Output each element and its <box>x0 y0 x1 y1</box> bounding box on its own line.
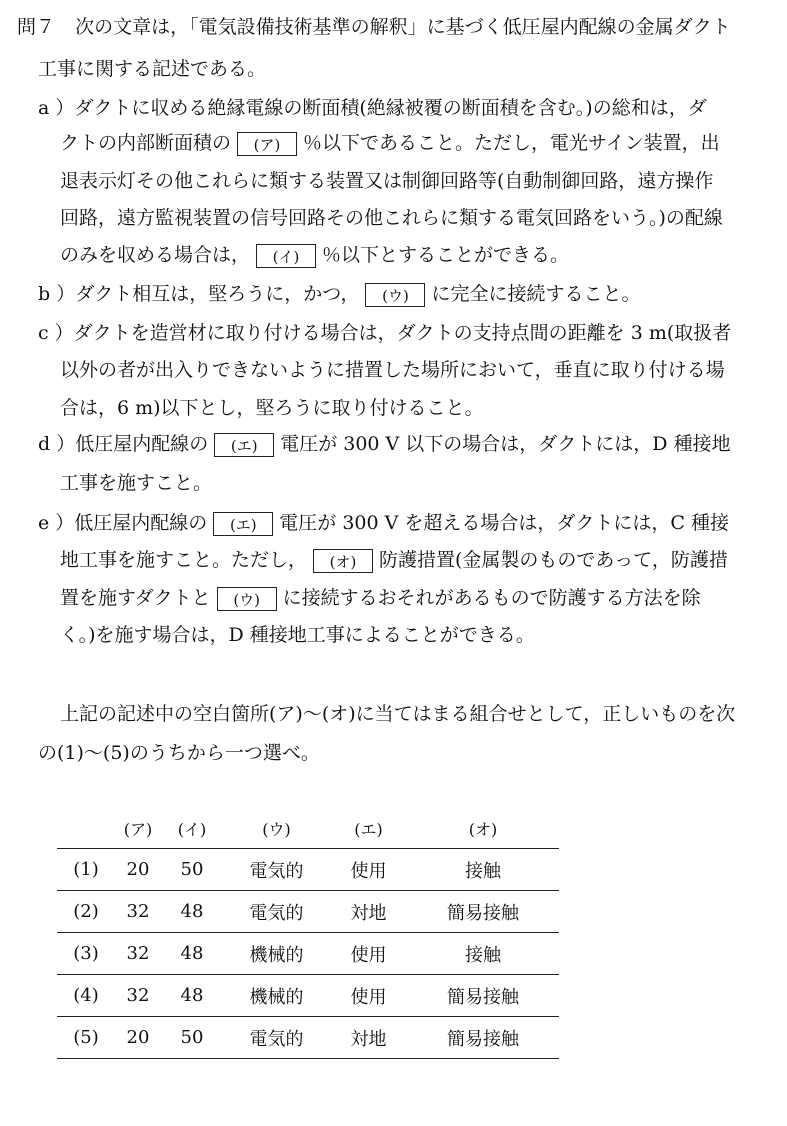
item-e-text: 置を施すダクトと <box>60 587 211 609</box>
item-e-text: に接続するおそれがあるもので防護する方法を除 <box>282 587 701 609</box>
instruction-line-1: 上記の記述中の空白箇所(ア)～(オ)に当てはまる組合せとして，正しいものを次 <box>60 703 736 725</box>
item-e-line-3 <box>60 585 701 611</box>
table-cell: 接触 <box>407 849 559 891</box>
table-cell: 機械的 <box>223 975 330 1017</box>
item-e-text: e ）低圧屋内配線の <box>38 512 208 534</box>
choice-number: (2) <box>57 891 115 933</box>
answer-table <box>57 808 559 1059</box>
table-header: (ア) <box>123 819 153 839</box>
instruction-line-2: の(1)～(5)のうちから一つ選べ。 <box>38 742 320 764</box>
item-e-text: 地工事を施すこと。ただし， <box>60 549 308 571</box>
table-header: (ウ) <box>262 819 291 839</box>
item-b-text: に完全に接続すること。 <box>431 283 641 305</box>
table-cell: 電気的 <box>223 849 330 891</box>
item-a-text: クトの内部断面積の <box>60 132 232 154</box>
table-cell: 簡易接触 <box>407 1017 559 1059</box>
table-cell: 32 <box>115 933 161 975</box>
item-a-line-2 <box>60 130 720 156</box>
table-cell: 対地 <box>330 1017 407 1059</box>
choice-number: (3) <box>57 933 115 975</box>
table-cell: 48 <box>161 933 223 975</box>
table-cell: 簡易接触 <box>407 975 559 1017</box>
question-title-line-1 <box>17 14 731 40</box>
table-cell: 簡易接触 <box>407 891 559 933</box>
table-cell: 対地 <box>330 891 407 933</box>
table-cell: 使用 <box>330 933 407 975</box>
table-row[interactable] <box>57 891 559 933</box>
item-b-text: b ）ダクト相互は，堅ろうに，かつ， <box>38 283 360 305</box>
item-c-line-3: 合は，6 m)以下とし，堅ろうに取り付けること。 <box>60 397 484 419</box>
item-c-line-1: c ）ダクトを造営材に取り付ける場合は，ダクトの支持点間の距離を 3 m(取扱者 <box>38 322 732 344</box>
table-cell: 48 <box>161 891 223 933</box>
item-a-line-1: a ）ダクトに収める絶縁電線の断面積(絶縁被覆の断面積を含む。)の総和は，ダ <box>38 97 707 119</box>
item-a-text: ％以下であること。ただし，電光サイン装置，出 <box>303 132 720 154</box>
item-e-text: 電圧が 300 V を超える場合は，ダクトには，C 種接 <box>279 512 729 534</box>
item-e-line-1 <box>38 510 729 536</box>
question-title: 次の文章は，「電気設備技術基準の解釈」に基づく低圧屋内配線の金属ダクト <box>75 16 731 38</box>
choice-number: (5) <box>57 1017 115 1059</box>
item-a-line-5 <box>60 242 569 268</box>
table-cell: 使用 <box>330 975 407 1017</box>
item-e-line-4: く。)を施す場合は，D 種接地工事によることができる。 <box>60 624 535 646</box>
table-cell: 機械的 <box>223 933 330 975</box>
blank-e-box: (エ) <box>213 512 273 536</box>
table-header: (イ) <box>177 819 207 839</box>
item-a-text: のみを収める場合は， <box>60 244 251 266</box>
table-cell: 電気的 <box>223 1017 330 1059</box>
table-header-row <box>57 808 559 849</box>
item-d-text: 電圧が 300 V 以下の場合は，ダクトには，D 種接地 <box>280 433 731 455</box>
table-row[interactable] <box>57 933 559 975</box>
item-e-text: 防護措置(金属製のものであって，防護措 <box>379 549 728 571</box>
table-cell: 32 <box>115 891 161 933</box>
table-header: (エ) <box>354 819 383 839</box>
item-d-line-1 <box>38 431 731 457</box>
question-title-line-2: 工事に関する記述である。 <box>38 58 267 80</box>
choice-number: (1) <box>57 849 115 891</box>
table-cell: 使用 <box>330 849 407 891</box>
blank-u-box: (ウ) <box>365 283 425 307</box>
item-d-line-2: 工事を施すこと。 <box>60 472 213 494</box>
blank-o-box: (オ) <box>313 549 373 573</box>
question-number: 問７ <box>17 16 56 38</box>
table-row[interactable] <box>57 1017 559 1059</box>
item-a-text: ％以下とすることができる。 <box>322 244 570 266</box>
table-cell: 48 <box>161 975 223 1017</box>
item-e-line-2 <box>60 547 728 573</box>
blank-u-box: (ウ) <box>217 587 277 611</box>
table-header: (オ) <box>468 819 498 839</box>
blank-i-box: (イ) <box>256 244 316 268</box>
table-cell: 50 <box>161 849 223 891</box>
table-header <box>57 808 115 849</box>
choice-number: (4) <box>57 975 115 1017</box>
table-cell: 20 <box>115 849 161 891</box>
table-cell: 接触 <box>407 933 559 975</box>
table-cell: 20 <box>115 1017 161 1059</box>
table-row[interactable] <box>57 975 559 1017</box>
table-cell: 32 <box>115 975 161 1017</box>
item-b-line-1 <box>38 281 640 307</box>
item-a-line-3: 退表示灯その他これらに類する装置又は制御回路等(自動制御回路，遠方操作 <box>60 170 714 192</box>
table-cell: 50 <box>161 1017 223 1059</box>
item-a-line-4: 回路，遠方監視装置の信号回路その他これらに類する電気回路をいう。)の配線 <box>60 207 723 229</box>
item-d-text: d ）低圧屋内配線の <box>38 433 209 455</box>
blank-e-box: (エ) <box>214 433 274 457</box>
item-c-line-2: 以外の者が出入りできないように措置した場所において，垂直に取り付ける場 <box>60 359 725 381</box>
blank-a-box: (ア) <box>237 132 297 156</box>
table-cell: 電気的 <box>223 891 330 933</box>
table-row[interactable] <box>57 849 559 891</box>
